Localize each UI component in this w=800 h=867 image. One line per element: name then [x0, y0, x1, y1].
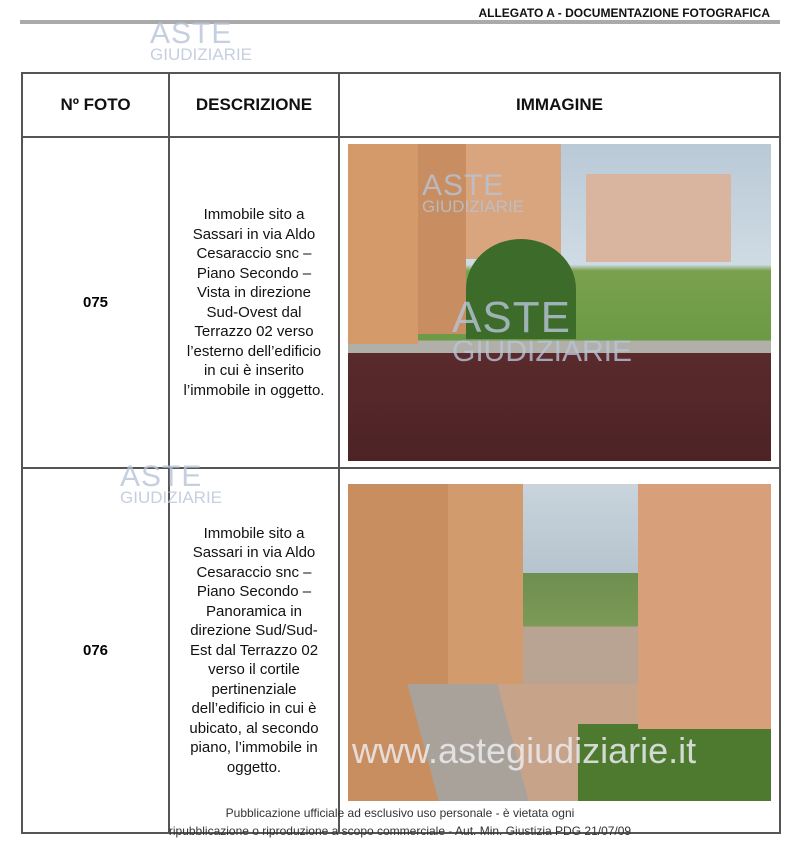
- table-row: [22, 137, 780, 468]
- watermark-line1: ASTE: [422, 169, 505, 202]
- table-header-row: [22, 73, 780, 137]
- photo-number: 076: [22, 468, 169, 833]
- photo-description: Immobile sito a Sassari in via Aldo Cesaraccio snc – Piano Secondo – Vista in direzione Sud-Ovest dal Terrazzo 02 verso l’esterno dell’edificio in cui è inserito l’immobile in oggetto.: [169, 137, 339, 468]
- column-header-number: Nº FOTO: [22, 73, 169, 137]
- column-header-image: IMMAGINE: [339, 73, 780, 137]
- watermark-line2: GIUDIZIARIE: [120, 488, 223, 507]
- watermark-line1: ASTE: [452, 293, 571, 342]
- watermark-line2: GIUDIZIARIE: [452, 334, 633, 368]
- watermark-logo: [422, 169, 525, 216]
- watermark-line1: ASTE: [150, 17, 233, 50]
- watermark-logo: [120, 460, 223, 507]
- footer-line1: Pubblicazione ufficiale ad esclusivo uso personale - è vietata ogni: [225, 806, 575, 820]
- photo-number: 075: [22, 137, 169, 468]
- watermark-line2: GIUDIZIARIE: [422, 197, 525, 216]
- footer-line2: ripubblicazione o riproduzione a scopo commerciale - Aut. Min. Giustizia PDG 21/07/09: [168, 824, 632, 838]
- column-header-description: DESCRIZIONE: [169, 73, 339, 137]
- watermark-logo: [452, 293, 633, 368]
- document-header-title: ALLEGATO A - DOCUMENTAZIONE FOTOGRAFICA: [478, 6, 770, 20]
- header-rule: [20, 20, 780, 24]
- photo-description: Immobile sito a Sassari in via Aldo Cesaraccio snc – Piano Secondo – Panoramica in direzione Sud/Sud-Est dal Terrazzo 02 verso il cortile pertinenziale dell’edificio in cui è ubicato, al secondo piano, l’immobile in oggetto.: [169, 468, 339, 833]
- watermark-site: www.astegiudiziarie.it: [352, 730, 697, 771]
- photo-table: [21, 72, 781, 834]
- watermark-logo: [150, 17, 253, 64]
- photo-cell: [339, 468, 780, 833]
- watermark-line1: ASTE: [120, 460, 203, 493]
- table-row: [22, 468, 780, 833]
- watermark-line2: GIUDIZIARIE: [150, 45, 253, 64]
